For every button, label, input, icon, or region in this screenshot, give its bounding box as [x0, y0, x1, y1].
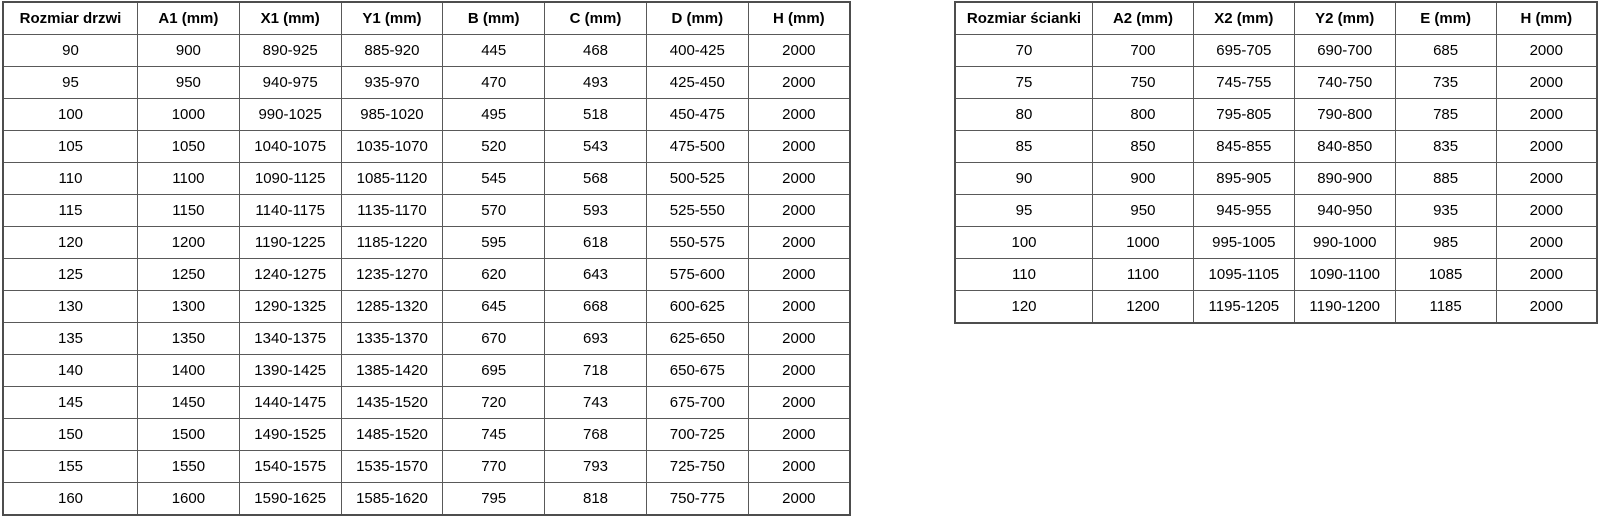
table-row — [955, 99, 1597, 131]
table-cell: 845-855 — [1193, 131, 1294, 163]
table-row — [3, 259, 850, 291]
table-cell: 818 — [545, 483, 647, 516]
table-cell: 2000 — [748, 195, 850, 227]
header-cell: Rozmiar ścianki — [955, 2, 1093, 35]
table-cell: 945-955 — [1193, 195, 1294, 227]
table-cell: 995-1005 — [1193, 227, 1294, 259]
table-cell: 643 — [545, 259, 647, 291]
table-cell: 80 — [955, 99, 1093, 131]
table-cell: 425-450 — [646, 67, 748, 99]
table-cell: 1350 — [138, 323, 240, 355]
table-cell: 750-775 — [646, 483, 748, 516]
table-row — [3, 35, 850, 67]
table-cell: 1100 — [1093, 259, 1194, 291]
table-cell: 2000 — [748, 163, 850, 195]
table-cell: 1290-1325 — [239, 291, 341, 323]
table-row — [3, 451, 850, 483]
table-cell: 1095-1105 — [1193, 259, 1294, 291]
wall-table-body — [955, 35, 1597, 324]
table-cell: 1085-1120 — [341, 163, 443, 195]
table-cell: 1185 — [1395, 291, 1496, 324]
table-cell: 70 — [955, 35, 1093, 67]
table-cell: 2000 — [748, 35, 850, 67]
table-cell: 625-650 — [646, 323, 748, 355]
table-row — [3, 419, 850, 451]
table-cell: 850 — [1093, 131, 1194, 163]
table-cell: 2000 — [748, 131, 850, 163]
table-cell: 725-750 — [646, 451, 748, 483]
header-cell: Rozmiar drzwi — [3, 2, 138, 35]
header-cell: E (mm) — [1395, 2, 1496, 35]
table-row — [3, 163, 850, 195]
table-cell: 1450 — [138, 387, 240, 419]
table-cell: 2000 — [1496, 131, 1597, 163]
table-cell: 470 — [443, 67, 545, 99]
table-row — [955, 291, 1597, 324]
table-cell: 1185-1220 — [341, 227, 443, 259]
table-cell: 1040-1075 — [239, 131, 341, 163]
table-cell: 445 — [443, 35, 545, 67]
table-cell: 793 — [545, 451, 647, 483]
table-cell: 2000 — [1496, 291, 1597, 324]
table-cell: 493 — [545, 67, 647, 99]
table-cell: 1085 — [1395, 259, 1496, 291]
table-cell: 700 — [1093, 35, 1194, 67]
table-cell: 935-970 — [341, 67, 443, 99]
table-cell: 120 — [955, 291, 1093, 324]
table-row — [3, 355, 850, 387]
table-cell: 690-700 — [1294, 35, 1395, 67]
table-cell: 545 — [443, 163, 545, 195]
table-row — [955, 67, 1597, 99]
table-cell: 2000 — [748, 259, 850, 291]
table-cell: 468 — [545, 35, 647, 67]
table-cell: 1435-1520 — [341, 387, 443, 419]
door-table-body — [3, 35, 850, 516]
table-cell: 150 — [3, 419, 138, 451]
table-cell: 2000 — [748, 99, 850, 131]
table-cell: 885-920 — [341, 35, 443, 67]
table-cell: 770 — [443, 451, 545, 483]
table-cell: 140 — [3, 355, 138, 387]
table-cell: 790-800 — [1294, 99, 1395, 131]
table-cell: 743 — [545, 387, 647, 419]
table-row — [955, 195, 1597, 227]
table-cell: 2000 — [748, 323, 850, 355]
header-cell: X1 (mm) — [239, 2, 341, 35]
table-cell: 475-500 — [646, 131, 748, 163]
table-cell: 1100 — [138, 163, 240, 195]
table-cell: 1235-1270 — [341, 259, 443, 291]
table-cell: 2000 — [748, 227, 850, 259]
table-cell: 543 — [545, 131, 647, 163]
door-table-header-row — [3, 2, 850, 35]
table-cell: 75 — [955, 67, 1093, 99]
table-row — [3, 67, 850, 99]
table-cell: 2000 — [748, 419, 850, 451]
table-cell: 2000 — [1496, 163, 1597, 195]
table-cell: 110 — [955, 259, 1093, 291]
table-cell: 950 — [138, 67, 240, 99]
table-cell: 1240-1275 — [239, 259, 341, 291]
table-cell: 2000 — [1496, 35, 1597, 67]
table-cell: 885 — [1395, 163, 1496, 195]
table-cell: 795-805 — [1193, 99, 1294, 131]
table-cell: 700-725 — [646, 419, 748, 451]
table-cell: 835 — [1395, 131, 1496, 163]
table-cell: 768 — [545, 419, 647, 451]
table-cell: 105 — [3, 131, 138, 163]
wall-table-header-row — [955, 2, 1597, 35]
table-row — [3, 131, 850, 163]
table-cell: 1200 — [1093, 291, 1194, 324]
header-cell: C (mm) — [545, 2, 647, 35]
table-cell: 125 — [3, 259, 138, 291]
table-row — [3, 387, 850, 419]
table-cell: 985-1020 — [341, 99, 443, 131]
table-cell: 2000 — [1496, 99, 1597, 131]
table-cell: 2000 — [748, 291, 850, 323]
table-cell: 935 — [1395, 195, 1496, 227]
table-cell: 890-925 — [239, 35, 341, 67]
table-cell: 115 — [3, 195, 138, 227]
table-cell: 1535-1570 — [341, 451, 443, 483]
table-cell: 95 — [3, 67, 138, 99]
table-cell: 520 — [443, 131, 545, 163]
header-cell: Y1 (mm) — [341, 2, 443, 35]
table-cell: 1195-1205 — [1193, 291, 1294, 324]
header-cell: Y2 (mm) — [1294, 2, 1395, 35]
table-cell: 1590-1625 — [239, 483, 341, 516]
table-cell: 720 — [443, 387, 545, 419]
table-cell: 2000 — [748, 387, 850, 419]
table-cell: 1190-1225 — [239, 227, 341, 259]
table-cell: 135 — [3, 323, 138, 355]
table-cell: 1190-1200 — [1294, 291, 1395, 324]
table-cell: 618 — [545, 227, 647, 259]
table-cell: 145 — [3, 387, 138, 419]
table-cell: 110 — [3, 163, 138, 195]
table-cell: 495 — [443, 99, 545, 131]
table-cell: 1050 — [138, 131, 240, 163]
header-cell: H (mm) — [1496, 2, 1597, 35]
table-cell: 950 — [1093, 195, 1194, 227]
table-cell: 1090-1100 — [1294, 259, 1395, 291]
table-cell: 90 — [955, 163, 1093, 195]
table-cell: 1400 — [138, 355, 240, 387]
table-row — [3, 227, 850, 259]
table-cell: 525-550 — [646, 195, 748, 227]
table-cell: 800 — [1093, 99, 1194, 131]
table-cell: 693 — [545, 323, 647, 355]
table-cell: 2000 — [1496, 259, 1597, 291]
table-cell: 100 — [955, 227, 1093, 259]
table-cell: 1585-1620 — [341, 483, 443, 516]
table-cell: 1200 — [138, 227, 240, 259]
header-cell: H (mm) — [748, 2, 850, 35]
table-cell: 500-525 — [646, 163, 748, 195]
table-cell: 568 — [545, 163, 647, 195]
table-cell: 650-675 — [646, 355, 748, 387]
table-cell: 600-625 — [646, 291, 748, 323]
table-cell: 90 — [3, 35, 138, 67]
table-cell: 1600 — [138, 483, 240, 516]
door-sizes-table — [2, 1, 851, 516]
table-cell: 695 — [443, 355, 545, 387]
table-cell: 890-900 — [1294, 163, 1395, 195]
table-cell: 1150 — [138, 195, 240, 227]
table-cell: 575-600 — [646, 259, 748, 291]
table-cell: 1285-1320 — [341, 291, 443, 323]
table-cell: 595 — [443, 227, 545, 259]
table-cell: 1300 — [138, 291, 240, 323]
table-cell: 400-425 — [646, 35, 748, 67]
table-cell: 675-700 — [646, 387, 748, 419]
table-row — [3, 291, 850, 323]
table-cell: 900 — [1093, 163, 1194, 195]
table-cell: 900 — [138, 35, 240, 67]
table-cell: 620 — [443, 259, 545, 291]
table-cell: 2000 — [748, 483, 850, 516]
table-cell: 1135-1170 — [341, 195, 443, 227]
table-cell: 570 — [443, 195, 545, 227]
table-cell: 1490-1525 — [239, 419, 341, 451]
header-cell: D (mm) — [646, 2, 748, 35]
table-cell: 1550 — [138, 451, 240, 483]
table-cell: 1335-1370 — [341, 323, 443, 355]
table-cell: 840-850 — [1294, 131, 1395, 163]
header-cell: B (mm) — [443, 2, 545, 35]
table-cell: 695-705 — [1193, 35, 1294, 67]
table-row — [955, 259, 1597, 291]
table-cell: 1000 — [138, 99, 240, 131]
table-cell: 2000 — [1496, 227, 1597, 259]
table-cell: 985 — [1395, 227, 1496, 259]
table-cell: 718 — [545, 355, 647, 387]
table-cell: 750 — [1093, 67, 1194, 99]
table-cell: 1485-1520 — [341, 419, 443, 451]
table-cell: 1390-1425 — [239, 355, 341, 387]
table-cell: 645 — [443, 291, 545, 323]
table-cell: 2000 — [1496, 67, 1597, 99]
table-cell: 685 — [1395, 35, 1496, 67]
table-cell: 1090-1125 — [239, 163, 341, 195]
table-cell: 1000 — [1093, 227, 1194, 259]
table-cell: 155 — [3, 451, 138, 483]
table-row — [3, 323, 850, 355]
table-cell: 745 — [443, 419, 545, 451]
table-cell: 745-755 — [1193, 67, 1294, 99]
table-cell: 668 — [545, 291, 647, 323]
table-cell: 1140-1175 — [239, 195, 341, 227]
table-cell: 795 — [443, 483, 545, 516]
table-cell: 1500 — [138, 419, 240, 451]
table-cell: 895-905 — [1193, 163, 1294, 195]
table-cell: 2000 — [748, 451, 850, 483]
table-row — [955, 35, 1597, 67]
header-cell: X2 (mm) — [1193, 2, 1294, 35]
table-cell: 550-575 — [646, 227, 748, 259]
table-cell: 100 — [3, 99, 138, 131]
table-cell: 120 — [3, 227, 138, 259]
table-cell: 1340-1375 — [239, 323, 341, 355]
header-cell: A2 (mm) — [1093, 2, 1194, 35]
table-cell: 593 — [545, 195, 647, 227]
table-cell: 670 — [443, 323, 545, 355]
table-cell: 160 — [3, 483, 138, 516]
table-cell: 1385-1420 — [341, 355, 443, 387]
table-row — [3, 483, 850, 516]
table-cell: 2000 — [748, 67, 850, 99]
table-row — [955, 163, 1597, 195]
table-cell: 130 — [3, 291, 138, 323]
table-cell: 940-950 — [1294, 195, 1395, 227]
table-cell: 450-475 — [646, 99, 748, 131]
table-cell: 990-1025 — [239, 99, 341, 131]
wall-sizes-table — [954, 1, 1598, 324]
table-cell: 85 — [955, 131, 1093, 163]
table-cell: 518 — [545, 99, 647, 131]
table-cell: 2000 — [1496, 195, 1597, 227]
table-cell: 2000 — [748, 355, 850, 387]
table-cell: 990-1000 — [1294, 227, 1395, 259]
table-row — [955, 227, 1597, 259]
table-cell: 1250 — [138, 259, 240, 291]
table-cell: 1440-1475 — [239, 387, 341, 419]
table-row — [955, 131, 1597, 163]
table-row — [3, 195, 850, 227]
table-cell: 1035-1070 — [341, 131, 443, 163]
table-cell: 1540-1575 — [239, 451, 341, 483]
header-cell: A1 (mm) — [138, 2, 240, 35]
table-cell: 735 — [1395, 67, 1496, 99]
table-cell: 785 — [1395, 99, 1496, 131]
table-cell: 95 — [955, 195, 1093, 227]
table-cell: 940-975 — [239, 67, 341, 99]
table-cell: 740-750 — [1294, 67, 1395, 99]
table-row — [3, 99, 850, 131]
